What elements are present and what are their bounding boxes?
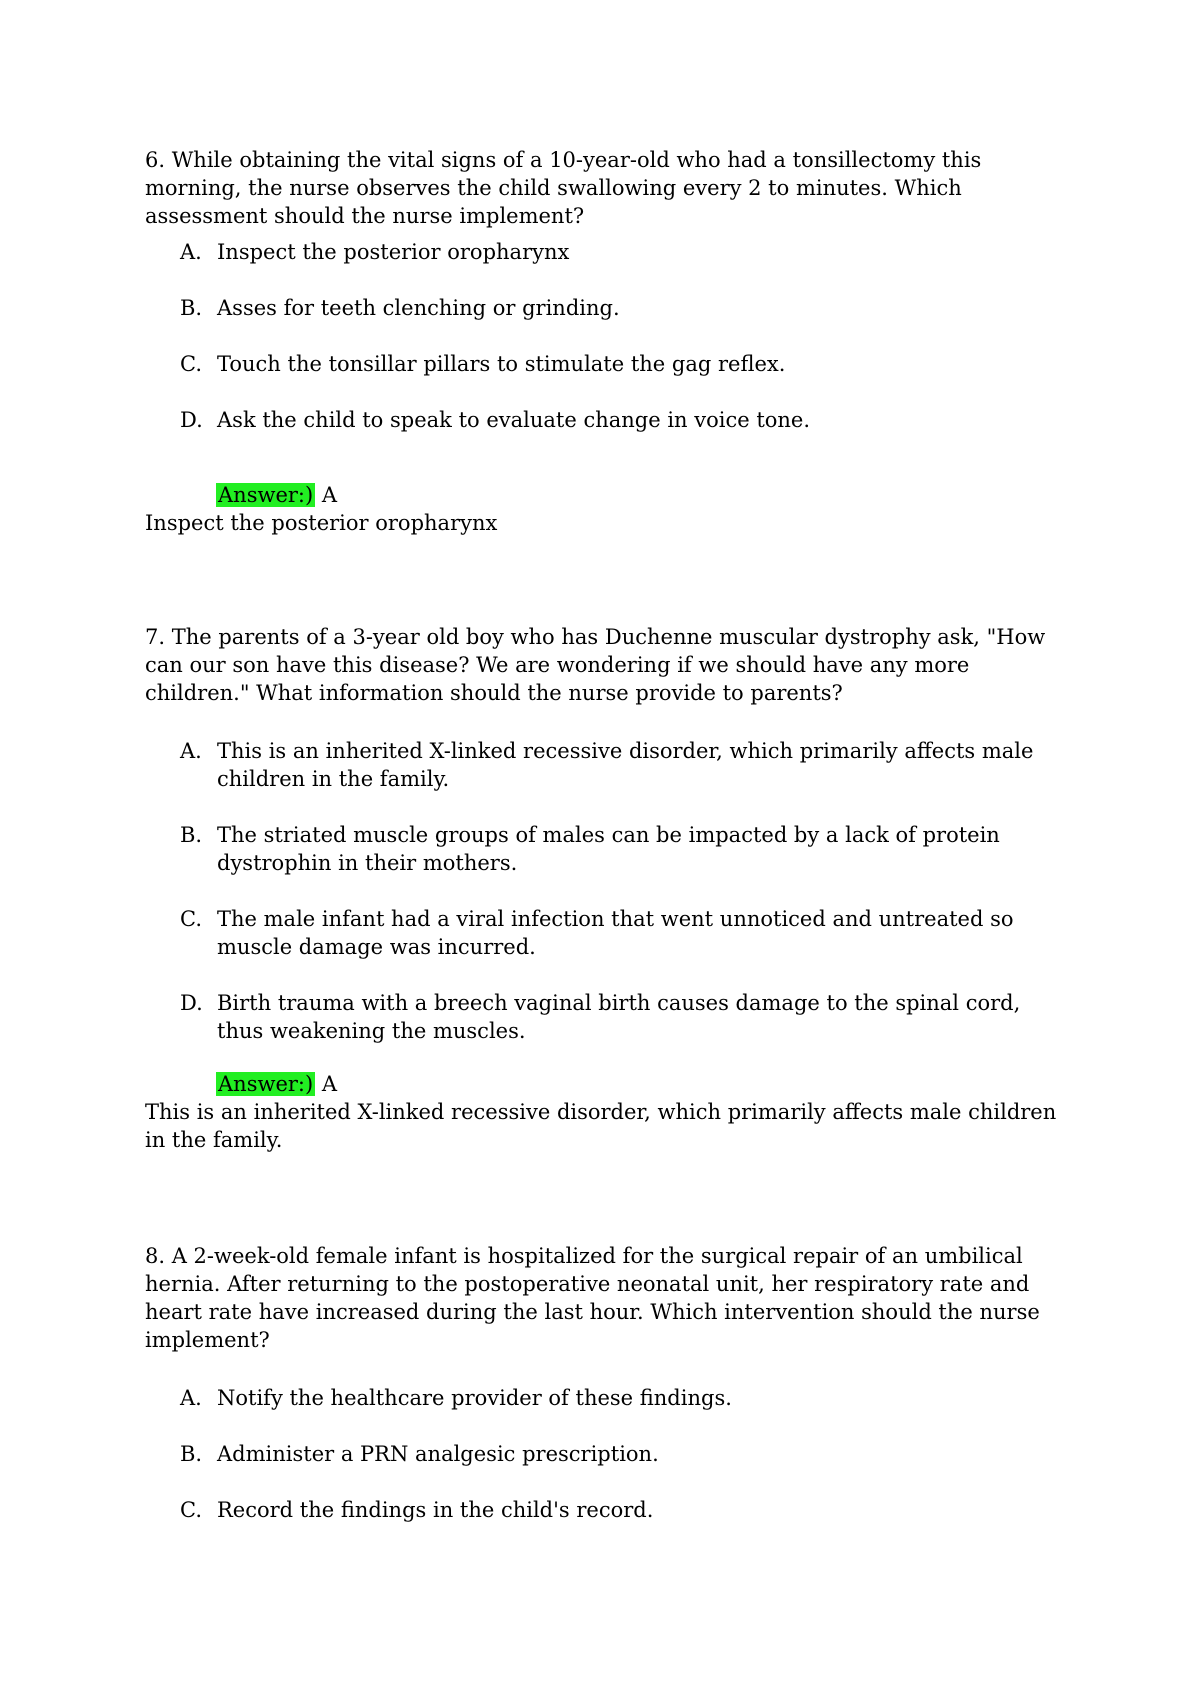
question-6-option-a [180,238,1060,266]
question-6-stem: 6. While obtaining the vital signs of a 10-year-old who had a tonsillectomy this morning, the nurse observes the child swallowing every 2 to minutes. Which assessment should the nurse implement? [145,148,982,228]
question-6-option-d [180,406,1060,434]
option-text: Ask the child to speak to evaluate change in voice tone. [217,408,811,432]
option-letter: B. [180,1442,203,1466]
question-7-option-c [180,905,1060,961]
question-7-answer [216,1070,337,1098]
option-text: Asses for teeth clenching or grinding. [217,296,620,320]
question-8-option-b [180,1440,1060,1468]
question-6-explanation: Inspect the posterior oropharynx [145,511,498,535]
option-letter: A. [180,240,202,264]
option-letter: C. [180,1498,202,1522]
question-8-option-c [180,1496,1060,1524]
question-7-option-b [180,821,1060,877]
question-8-stem: 8. A 2-week-old female infant is hospitalized for the surgical repair of an umbilical hernia. After returning to the postoperative neonatal unit, her respiratory rate and heart rate have increased during the last hour. Which intervention should the nurse implement? [145,1244,1040,1352]
option-letter: A. [180,1386,202,1410]
answer-label: Answer:) [218,483,314,507]
answer-value: A [321,1072,338,1096]
option-text: This is an inherited X-linked recessive disorder, which primarily affects male children in the family. [217,739,1034,791]
answer-value: A [321,483,338,507]
option-text: The striated muscle groups of males can be impacted by a lack of protein dystrophin in their mothers. [217,823,1000,875]
question-8-option-a [180,1384,1060,1412]
option-text: Notify the healthcare provider of these findings. [217,1386,732,1410]
option-text: Administer a PRN analgesic prescription. [217,1442,659,1466]
question-7-stem: 7. The parents of a 3-year old boy who has Duchenne muscular dystrophy ask, "How can our son have this disease? We are wondering if we should have any more children." What information should the nurse provide to parents? [145,625,1046,705]
question-7-explanation: This is an inherited X-linked recessive disorder, which primarily affects male children in the family. [145,1100,1057,1152]
option-letter: C. [180,907,202,931]
option-letter: A. [180,739,202,763]
option-letter: D. [180,408,203,432]
option-text: Inspect the posterior oropharynx [217,240,570,264]
answer-label: Answer:) [218,1072,314,1096]
option-letter: B. [180,296,203,320]
option-text: Record the findings in the child's record. [217,1498,654,1522]
option-letter: C. [180,352,202,376]
question-7-option-a [180,737,1060,793]
question-6-option-b [180,294,1060,322]
question-6-answer [216,481,337,509]
question-6-option-c [180,350,1060,378]
option-letter: D. [180,991,203,1015]
option-text: Touch the tonsillar pillars to stimulate the gag reflex. [217,352,786,376]
option-letter: B. [180,823,203,847]
question-7-option-d [180,989,1060,1045]
option-text: Birth trauma with a breech vaginal birth causes damage to the spinal cord, thus weakening the muscles. [217,991,1021,1043]
option-text: The male infant had a viral infection that went unnoticed and untreated so muscle damage was incurred. [217,907,1014,959]
